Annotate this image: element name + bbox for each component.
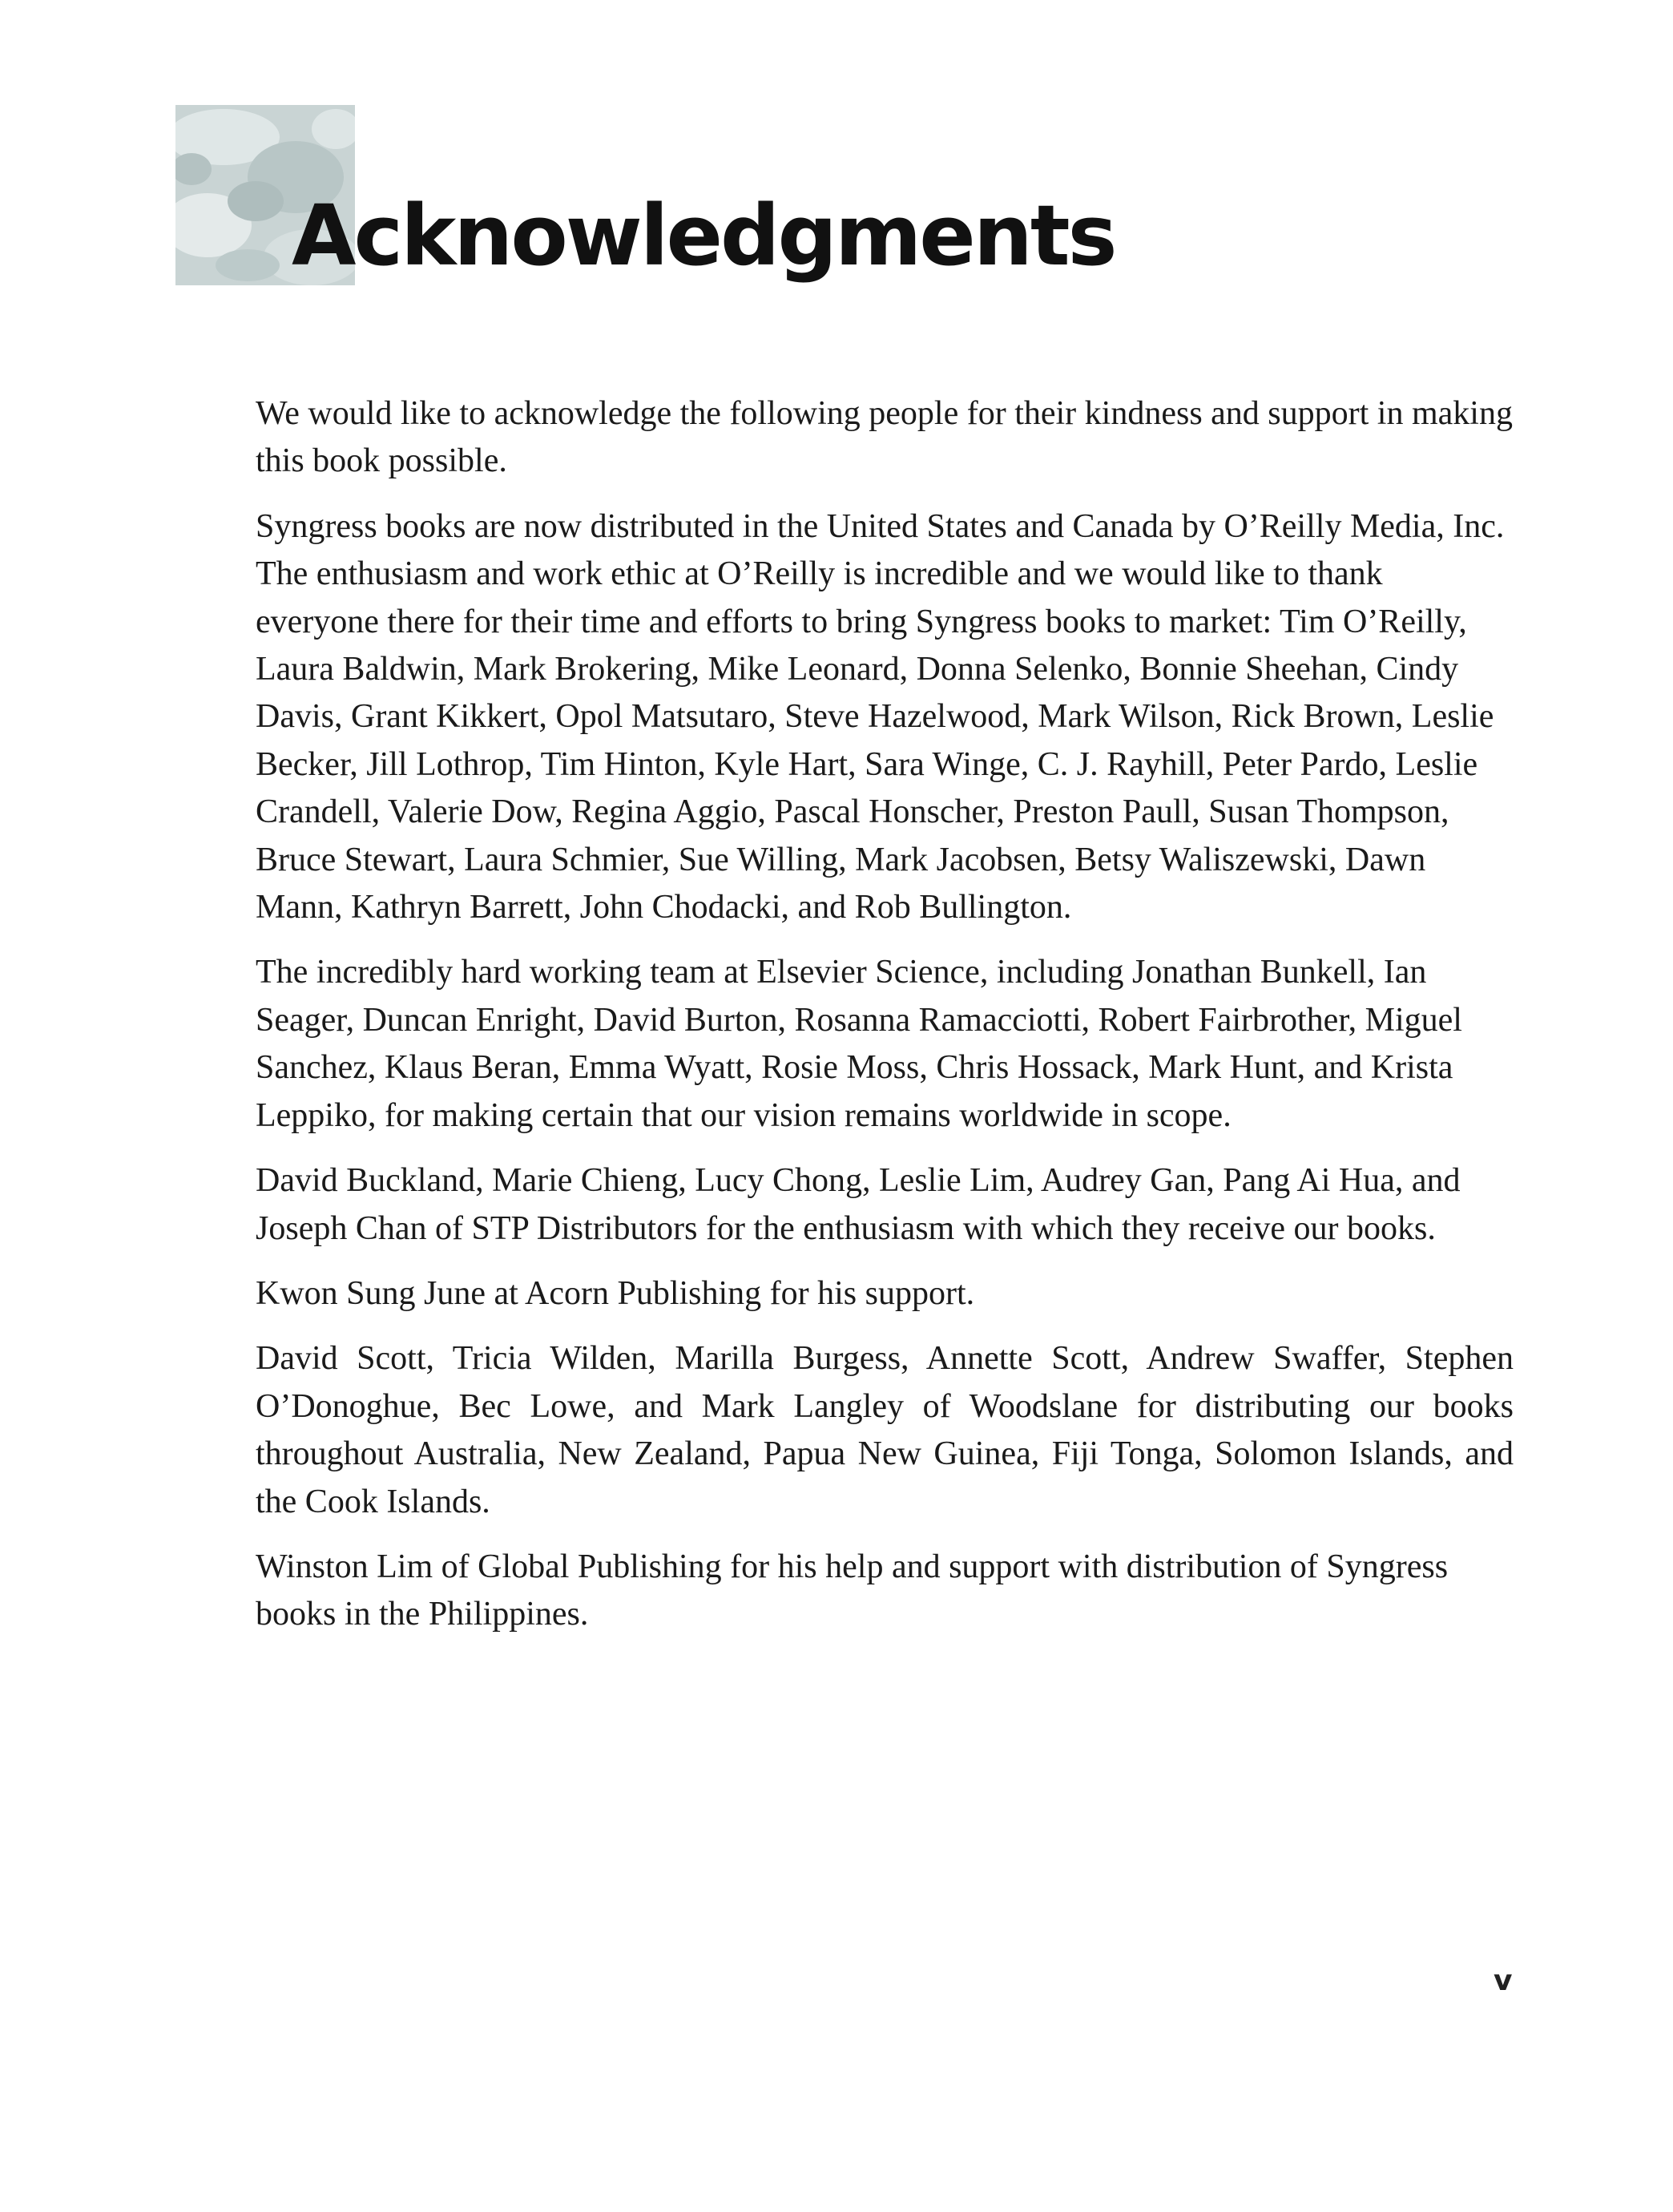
paragraph-oreilly: Syngress books are now distributed in the United States and Canada by O’Reilly Media, Inc. The enthusiasm and work ethic at O’Reilly is incredible and we would like to thank everyone there for their time and efforts to bring Syngress books to market: Tim O’Reilly, Laura Baldwin, Mark Brokering, Mike Leonard, Donna Selenko, Bonnie Sheehan, Cindy Davis, Grant Kikkert, Opol Matsutaro, Steve Hazelwood, Mark Wilson, Rick Brown, Leslie Becker, Jill Lothrop, Tim Hinton, Kyle Hart, Sara Winge, C. J. Rayhill, Peter Pardo, Leslie Crandell, Valerie Dow, Regina Aggio, Pascal Honscher, Preston Paull, Susan Thompson, Bruce Stewart, Laura Schmier, Sue Willing, Mark Jacobsen, Betsy Waliszewski, Dawn Mann, Kathryn Barrett, John Chodacki, and Rob Bullington. xyxy=(256,507,1505,926)
paragraph-stp-distributors: David Buckland, Marie Chieng, Lucy Chong, Leslie Lim, Audrey Gan, Pang Ai Hua, and Joseph Chan of STP Distributors for the enthusiasm with which they receive our books. xyxy=(256,1162,1461,1247)
paragraph-elsevier: The incredibly hard working team at Elsevier Science, including Jonathan Bunkell, Ian Seager, Duncan Enright, David Burton, Rosanna Ramacciotti, Robert Fairbrother, Miguel Sanchez, Klaus Beran, Emma Wyatt, Rosie Moss, Chris Hossack, Mark Hunt, and Krista Leppiko, for making certain that our vision remains worldwide in scope. xyxy=(256,954,1462,1134)
paragraph-global-publishing: Winston Lim of Global Publishing for his help and support with distribution of Syngress books in the Philippines. xyxy=(256,1548,1449,1633)
acknowledgments-body xyxy=(256,390,1514,1657)
page-title: Acknowledgments xyxy=(292,187,1115,285)
paragraph-woodslane: David Scott, Tricia Wilden, Marilla Burgess, Annette Scott, Andrew Swaffer, Stephen O’Donoghue, Bec Lowe, and Mark Langley of Woodslane for distributing our books throughout Australia, New Zealand, Papua New Guinea, Fiji Tonga, Solomon Islands, and the Cook Islands. xyxy=(256,1340,1514,1520)
page-number: v xyxy=(1494,1964,1513,1997)
paragraph-intro: We would like to acknowledge the following people for their kindness and support in making this book possible. xyxy=(256,395,1513,480)
paragraph-acorn-publishing: Kwon Sung June at Acorn Publishing for his support. xyxy=(256,1274,975,1312)
